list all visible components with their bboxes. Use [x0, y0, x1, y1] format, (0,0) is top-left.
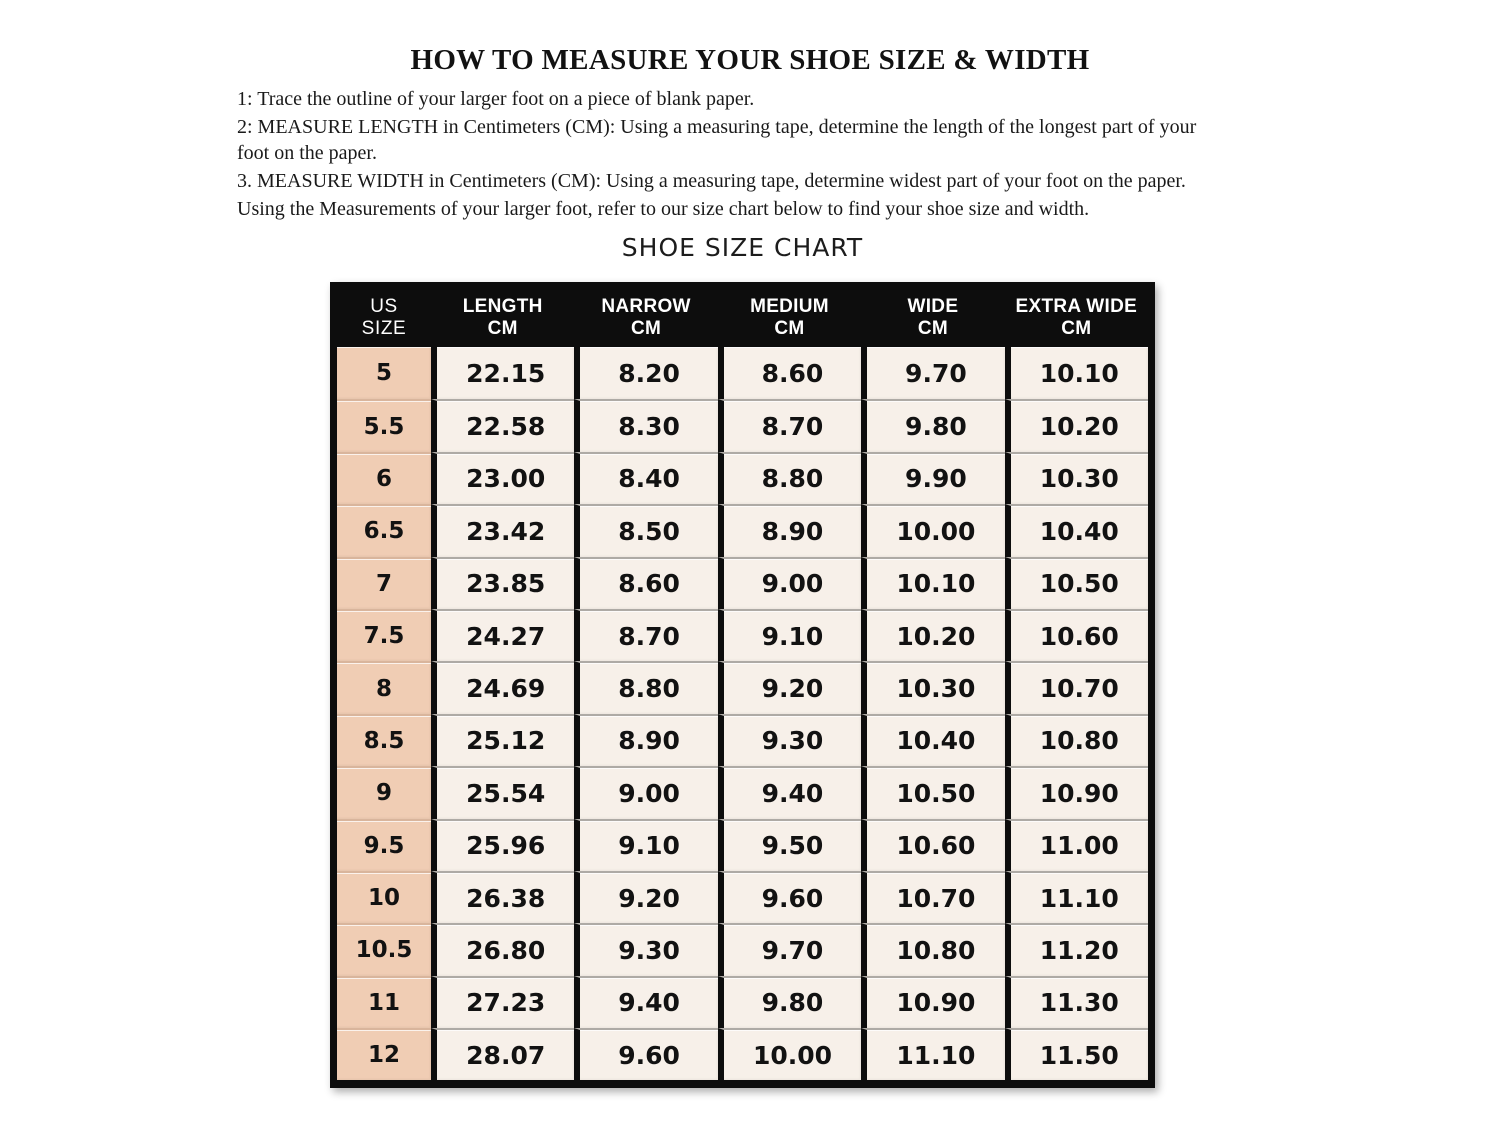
extra-wide-cm-cell: 11.20 [1005, 923, 1148, 975]
wide-cm-cell: 9.70 [861, 347, 1004, 399]
length-cm-cell: 26.80 [431, 923, 574, 975]
narrow-cm-cell: 8.80 [574, 661, 717, 713]
header-length-line2: CM [487, 318, 518, 339]
medium-cm-cell: 8.60 [718, 347, 861, 399]
header-extra-wide-line1: EXTRA WIDE [1015, 296, 1138, 317]
us-size-cell: 9.5 [337, 819, 431, 871]
us-size-cell: 8.5 [337, 714, 431, 766]
header-us-size-line2: SIZE [361, 318, 407, 339]
length-cm-cell: 23.42 [431, 504, 574, 556]
table-row [337, 399, 1148, 451]
extra-wide-cm-cell: 10.50 [1005, 557, 1148, 609]
header-medium-line2: CM [774, 318, 805, 339]
wide-cm-cell: 10.00 [861, 504, 1004, 556]
length-cm-cell: 22.58 [431, 399, 574, 451]
table-row [337, 661, 1148, 713]
us-size-cell: 10.5 [337, 923, 431, 975]
us-size-cell: 10 [337, 871, 431, 923]
header-us-size-line1: US [370, 296, 398, 317]
medium-cm-cell: 9.20 [718, 661, 861, 713]
length-cm-cell: 27.23 [431, 976, 574, 1028]
narrow-cm-cell: 8.30 [574, 399, 717, 451]
instruction-step-1: 1: Trace the outline of your larger foot on a piece of blank paper. [237, 88, 755, 110]
header-wide-cm [861, 296, 1004, 340]
wide-cm-cell: 10.90 [861, 976, 1004, 1028]
medium-cm-cell: 8.80 [718, 452, 861, 504]
narrow-cm-cell: 9.10 [574, 819, 717, 871]
extra-wide-cm-cell: 10.30 [1005, 452, 1148, 504]
header-extra-wide-cm [1005, 296, 1148, 340]
table-row [337, 347, 1148, 399]
wide-cm-cell: 10.70 [861, 871, 1004, 923]
header-extra-wide-line2: CM [1061, 318, 1092, 339]
narrow-cm-cell: 9.60 [574, 1028, 717, 1080]
table-header-row [337, 289, 1148, 347]
table-body [337, 347, 1148, 1080]
extra-wide-cm-cell: 10.20 [1005, 399, 1148, 451]
table-row [337, 871, 1148, 923]
us-size-cell: 11 [337, 976, 431, 1028]
us-size-cell: 6.5 [337, 504, 431, 556]
length-cm-cell: 23.00 [431, 452, 574, 504]
header-length-cm [431, 296, 574, 340]
header-narrow-line2: CM [631, 318, 662, 339]
extra-wide-cm-cell: 10.60 [1005, 609, 1148, 661]
length-cm-cell: 23.85 [431, 557, 574, 609]
header-wide-line2: CM [917, 318, 948, 339]
header-medium-line1: MEDIUM [750, 296, 829, 317]
length-cm-cell: 26.38 [431, 871, 574, 923]
medium-cm-cell: 10.00 [718, 1028, 861, 1080]
wide-cm-cell: 9.90 [861, 452, 1004, 504]
narrow-cm-cell: 8.60 [574, 557, 717, 609]
us-size-cell: 8 [337, 661, 431, 713]
medium-cm-cell: 9.40 [718, 766, 861, 818]
wide-cm-cell: 10.40 [861, 714, 1004, 766]
length-cm-cell: 24.27 [431, 609, 574, 661]
header-wide-line1: WIDE [907, 296, 959, 317]
header-us-size [337, 296, 431, 340]
header-length-line1: LENGTH [462, 296, 543, 317]
medium-cm-cell: 9.00 [718, 557, 861, 609]
length-cm-cell: 25.12 [431, 714, 574, 766]
table-row [337, 1028, 1148, 1080]
extra-wide-cm-cell: 10.10 [1005, 347, 1148, 399]
us-size-cell: 9 [337, 766, 431, 818]
wide-cm-cell: 10.80 [861, 923, 1004, 975]
narrow-cm-cell: 8.40 [574, 452, 717, 504]
extra-wide-cm-cell: 10.90 [1005, 766, 1148, 818]
medium-cm-cell: 9.70 [718, 923, 861, 975]
instruction-note: Using the Measurements of your larger foot, refer to our size chart below to find your shoe size and width. [237, 198, 1090, 220]
wide-cm-cell: 9.80 [861, 399, 1004, 451]
extra-wide-cm-cell: 11.50 [1005, 1028, 1148, 1080]
table-row [337, 557, 1148, 609]
extra-wide-cm-cell: 10.70 [1005, 661, 1148, 713]
header-narrow-cm [574, 296, 717, 340]
narrow-cm-cell: 9.40 [574, 976, 717, 1028]
length-cm-cell: 25.96 [431, 819, 574, 871]
narrow-cm-cell: 8.20 [574, 347, 717, 399]
length-cm-cell: 24.69 [431, 661, 574, 713]
narrow-cm-cell: 9.30 [574, 923, 717, 975]
narrow-cm-cell: 8.70 [574, 609, 717, 661]
medium-cm-cell: 8.70 [718, 399, 861, 451]
extra-wide-cm-cell: 11.30 [1005, 976, 1148, 1028]
instruction-step-2: 2: MEASURE LENGTH in Centimeters (CM): Using a measuring tape, determine the length of the longest part of your foot on the paper. [237, 116, 1197, 164]
table-row [337, 976, 1148, 1028]
medium-cm-cell: 8.90 [718, 504, 861, 556]
wide-cm-cell: 10.60 [861, 819, 1004, 871]
table-row [337, 452, 1148, 504]
header-narrow-line1: NARROW [601, 296, 691, 317]
table-row [337, 609, 1148, 661]
extra-wide-cm-cell: 11.10 [1005, 871, 1148, 923]
medium-cm-cell: 9.30 [718, 714, 861, 766]
table-row [337, 923, 1148, 975]
extra-wide-cm-cell: 11.00 [1005, 819, 1148, 871]
narrow-cm-cell: 8.90 [574, 714, 717, 766]
chart-title: SHOE SIZE CHART [621, 233, 864, 262]
length-cm-cell: 25.54 [431, 766, 574, 818]
narrow-cm-cell: 9.20 [574, 871, 717, 923]
us-size-cell: 5 [337, 347, 431, 399]
us-size-cell: 7 [337, 557, 431, 609]
medium-cm-cell: 9.10 [718, 609, 861, 661]
us-size-cell: 12 [337, 1028, 431, 1080]
medium-cm-cell: 9.50 [718, 819, 861, 871]
narrow-cm-cell: 8.50 [574, 504, 717, 556]
instruction-step-3: 3. MEASURE WIDTH in Centimeters (CM): Using a measuring tape, determine widest part of your foot on the paper. [237, 170, 1186, 192]
length-cm-cell: 28.07 [431, 1028, 574, 1080]
us-size-cell: 7.5 [337, 609, 431, 661]
page-title: HOW TO MEASURE YOUR SHOE SIZE & WIDTH [410, 44, 1090, 76]
instructions [237, 86, 1227, 224]
wide-cm-cell: 10.30 [861, 661, 1004, 713]
wide-cm-cell: 10.10 [861, 557, 1004, 609]
medium-cm-cell: 9.80 [718, 976, 861, 1028]
narrow-cm-cell: 9.00 [574, 766, 717, 818]
medium-cm-cell: 9.60 [718, 871, 861, 923]
wide-cm-cell: 11.10 [861, 1028, 1004, 1080]
table-row [337, 714, 1148, 766]
table-row [337, 504, 1148, 556]
us-size-cell: 5.5 [337, 399, 431, 451]
header-medium-cm [718, 296, 861, 340]
wide-cm-cell: 10.50 [861, 766, 1004, 818]
shoe-size-table [330, 282, 1155, 1088]
wide-cm-cell: 10.20 [861, 609, 1004, 661]
extra-wide-cm-cell: 10.80 [1005, 714, 1148, 766]
extra-wide-cm-cell: 10.40 [1005, 504, 1148, 556]
table-row [337, 766, 1148, 818]
table-row [337, 819, 1148, 871]
us-size-cell: 6 [337, 452, 431, 504]
length-cm-cell: 22.15 [431, 347, 574, 399]
